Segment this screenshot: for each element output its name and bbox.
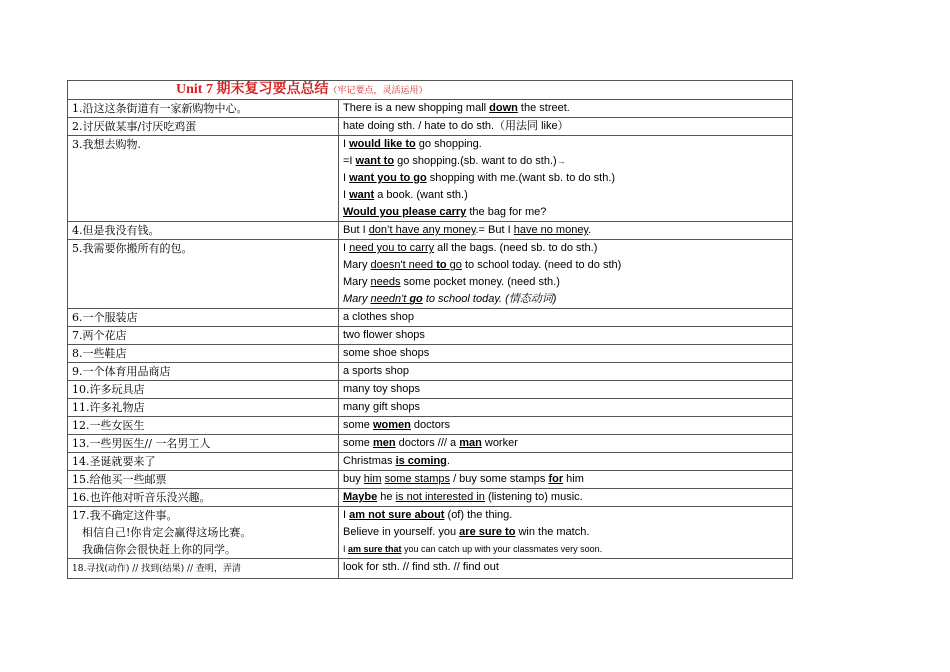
text-segment: 6.一个服装店 (72, 311, 138, 324)
cell-line (343, 345, 788, 362)
cell-line (72, 240, 334, 257)
title-row (68, 81, 793, 100)
text-segment: 11.许多礼物店 (72, 401, 145, 414)
summary-table (67, 80, 793, 579)
cell-line (72, 118, 334, 135)
text-segment: he (377, 491, 396, 503)
table-row (68, 136, 793, 222)
cell-line (343, 453, 788, 470)
table-row (68, 507, 793, 559)
text-segment: 12.一些女医生 (72, 419, 145, 432)
cell-line (343, 381, 788, 398)
key-phrase: man (459, 437, 482, 449)
text-segment: go shopping.(sb. want to do sth.) (394, 155, 557, 167)
key-phrase: want you to go (349, 172, 427, 184)
cell-line (72, 489, 334, 506)
cell-line (72, 453, 334, 470)
table-row (68, 435, 793, 453)
key-phrase: for (548, 473, 564, 485)
cell-line (343, 291, 788, 308)
text-segment: 7.两个花店 (72, 329, 127, 342)
text-segment: you can catch up with your classmates very soon. (401, 544, 603, 554)
title-cell (68, 81, 793, 100)
text-segment: 10.许多玩具店 (72, 383, 145, 396)
table-row (68, 489, 793, 507)
cell-line (72, 100, 334, 117)
english-phrase-cell (339, 489, 793, 507)
key-phrase: doesn't need (370, 259, 437, 271)
text-segment: a sports shop (343, 365, 410, 377)
cell-line (343, 204, 788, 221)
table-row (68, 118, 793, 136)
cell-line (343, 417, 788, 434)
cell-line (72, 309, 334, 326)
key-phrase: have no money (513, 224, 589, 236)
text-segment: a book. (want sth.) (374, 189, 468, 201)
cell-line (343, 327, 788, 344)
text-segment: the street. (517, 102, 570, 114)
key-phrase: want to (355, 155, 395, 167)
text-segment: I (343, 172, 350, 184)
text-segment: (listening to) music. (484, 491, 583, 503)
cell-line (72, 524, 334, 541)
cell-line (72, 399, 334, 416)
chinese-phrase-cell (68, 240, 339, 309)
cell-line (72, 541, 334, 558)
table-row (68, 222, 793, 240)
key-phrase: go (446, 259, 462, 271)
text-segment: 13.一些男医生// 一名男工人 (72, 437, 211, 450)
english-phrase-cell (339, 417, 793, 435)
chinese-phrase-cell (68, 435, 339, 453)
text-segment: win the match. (515, 526, 590, 538)
key-phrase: Maybe (343, 491, 378, 503)
english-phrase-cell (339, 363, 793, 381)
text-segment: to school today. (need to do sth) (461, 259, 622, 271)
title-note: （牢记要点，灵活运用） (328, 85, 428, 95)
table-row (68, 399, 793, 417)
english-phrase-cell (339, 471, 793, 489)
cell-line (72, 222, 334, 239)
key-phrase: men (372, 437, 396, 449)
text-segment: 5.我需要你搬所有的包。 (72, 242, 193, 255)
key-phrase: need you to carry (349, 242, 435, 254)
key-phrase: is not interested in (395, 491, 485, 503)
english-phrase-cell (339, 100, 793, 118)
text-segment: hate doing sth. / hate to do sth.（用法同 like） (343, 120, 569, 132)
text-segment: buy (343, 473, 364, 485)
text-segment: some (343, 419, 373, 431)
text-segment: 14.圣诞就要来了 (72, 455, 156, 468)
key-phrase: some stamps (384, 473, 451, 485)
table-row (68, 240, 793, 309)
text-segment: the bag for me? (466, 206, 547, 218)
chinese-phrase-cell (68, 417, 339, 435)
key-phrase: to (436, 259, 447, 271)
key-phrase: down (489, 102, 518, 114)
english-phrase-cell (339, 240, 793, 309)
english-phrase-cell (339, 118, 793, 136)
cell-line (343, 153, 788, 170)
cell-line (72, 327, 334, 344)
text-segment: many toy shops (343, 383, 421, 395)
english-phrase-cell (339, 327, 793, 345)
table-row (68, 100, 793, 118)
key-phrase: women (372, 419, 411, 431)
text-segment: 3.我想去购物. (72, 138, 141, 151)
table-row (68, 309, 793, 327)
cell-line (343, 240, 788, 257)
cell-line (72, 559, 334, 578)
table-row (68, 559, 793, 579)
cell-line (343, 222, 788, 239)
cell-line (72, 471, 334, 488)
chinese-phrase-cell (68, 453, 339, 471)
english-phrase-cell (339, 136, 793, 222)
text-segment: 2.讨厌做某事/讨厌吃鸡蛋 (72, 120, 197, 133)
text-segment: . (588, 224, 592, 236)
text-segment: doctors (410, 419, 451, 431)
cell-line (343, 170, 788, 187)
text-segment: I (343, 189, 350, 201)
cell-line (343, 187, 788, 204)
cell-line (72, 345, 334, 362)
text-segment: 17.我不确定这件事。 (72, 509, 178, 522)
text-segment: some (343, 437, 373, 449)
text-segment: 相信自己!你肯定会赢得这场比赛。 (82, 526, 252, 539)
cell-line (72, 507, 334, 524)
english-phrase-cell (339, 222, 793, 240)
text-segment: him (563, 473, 584, 485)
text-segment: I (343, 242, 350, 254)
text-segment: But I (343, 224, 369, 236)
text-segment: 8.一些鞋店 (72, 347, 127, 360)
text-segment: doctors /// a (395, 437, 460, 449)
chinese-phrase-cell (68, 471, 339, 489)
cell-line (343, 559, 788, 576)
text-segment: a clothes shop (343, 311, 414, 323)
cell-line (343, 489, 788, 506)
english-phrase-cell (339, 507, 793, 559)
text-segment: go shopping. (415, 138, 482, 150)
chinese-phrase-cell (68, 327, 339, 345)
key-phrase: Would you please carry (343, 206, 467, 218)
chinese-phrase-cell (68, 136, 339, 222)
english-phrase-cell (339, 345, 793, 363)
text-segment: look for sth. // find sth. // find out (343, 561, 499, 573)
table-row (68, 417, 793, 435)
text-segment: Mary (343, 293, 371, 305)
text-segment: to school today. (情态动词) (422, 293, 557, 305)
english-phrase-cell (339, 381, 793, 399)
key-phrase: him (363, 473, 382, 485)
key-phrase: want (349, 189, 375, 201)
text-segment: some shoe shops (343, 347, 430, 359)
chinese-phrase-cell (68, 559, 339, 579)
key-phrase: is coming (395, 455, 447, 467)
text-segment: many gift shops (343, 401, 421, 413)
chinese-phrase-cell (68, 222, 339, 240)
text-segment: Believe in yourself. you (343, 526, 460, 538)
chinese-phrase-cell (68, 507, 339, 559)
english-phrase-cell (339, 309, 793, 327)
text-segment: 16.也许他对听音乐没兴趣。 (72, 491, 211, 504)
cell-line (343, 100, 788, 117)
text-segment: 18.寻找(动作) // 找到(结果) // 查明，弄清 (72, 564, 241, 574)
key-phrase: needn't (370, 293, 410, 305)
text-segment: 4.但是我没有钱。 (72, 224, 160, 237)
cell-line (343, 309, 788, 326)
text-segment: Christmas (343, 455, 396, 467)
cell-line (72, 363, 334, 380)
table-row (68, 381, 793, 399)
cell-line (72, 136, 334, 153)
cell-line (343, 363, 788, 380)
text-segment: 9.一个体育用品商店 (72, 365, 171, 378)
cell-line (343, 507, 788, 524)
text-segment: two flower shops (343, 329, 425, 341)
text-segment: Mary (343, 276, 371, 288)
key-phrase: would like to (349, 138, 416, 150)
key-phrase: needs (370, 276, 401, 288)
text-segment: I (343, 509, 350, 521)
text-segment: There is a new shopping mall (343, 102, 490, 114)
table-row (68, 327, 793, 345)
text-segment: Mary (343, 259, 371, 271)
english-phrase-cell (339, 559, 793, 579)
cell-line (343, 399, 788, 416)
text-segment: .= But I (475, 224, 514, 236)
cell-line (343, 524, 788, 541)
chinese-phrase-cell (68, 381, 339, 399)
chinese-phrase-cell (68, 345, 339, 363)
page-title: Unit 7 期末复习要点总结 (176, 82, 329, 97)
chinese-phrase-cell (68, 118, 339, 136)
cell-line (343, 541, 788, 558)
cell-line (343, 118, 788, 135)
chinese-phrase-cell (68, 309, 339, 327)
table-row (68, 471, 793, 489)
text-segment: 1.沿这这条街道有一家新购物中心。 (72, 102, 248, 115)
chinese-phrase-cell (68, 363, 339, 381)
key-phrase: are sure to (459, 526, 516, 538)
cell-line (343, 257, 788, 274)
text-segment: some pocket money. (need sth.) (400, 276, 560, 288)
cell-line (343, 136, 788, 153)
cell-line (72, 381, 334, 398)
table-row (68, 345, 793, 363)
text-segment: . (446, 455, 450, 467)
text-segment: 15.给他买一些邮票 (72, 473, 167, 486)
chinese-phrase-cell (68, 399, 339, 417)
arrow-icon: → (556, 156, 566, 166)
chinese-phrase-cell (68, 489, 339, 507)
text-segment: shopping with me.(want sb. to do sth.) (426, 172, 616, 184)
english-phrase-cell (339, 453, 793, 471)
english-phrase-cell (339, 435, 793, 453)
cell-line (72, 417, 334, 434)
cell-line (343, 435, 788, 452)
key-phrase: am sure that (348, 544, 402, 554)
key-phrase: am not sure about (349, 509, 445, 521)
text-segment: all the bags. (need sb. to do sth.) (434, 242, 598, 254)
text-segment: I (343, 138, 350, 150)
english-phrase-cell (339, 399, 793, 417)
cell-line (343, 471, 788, 488)
text-segment: =I (343, 155, 356, 167)
key-phrase: go (409, 293, 423, 305)
text-segment: I (343, 544, 349, 554)
cell-line (343, 274, 788, 291)
key-phrase: don’t have any money (368, 224, 476, 236)
text-segment: 我确信你会很快赶上你的同学。 (82, 543, 236, 556)
table-row (68, 363, 793, 381)
text-segment: (of) the thing. (444, 509, 513, 521)
text-segment: / buy some stamps (450, 473, 549, 485)
cell-line (72, 435, 334, 452)
table-row (68, 453, 793, 471)
chinese-phrase-cell (68, 100, 339, 118)
text-segment: worker (481, 437, 518, 449)
